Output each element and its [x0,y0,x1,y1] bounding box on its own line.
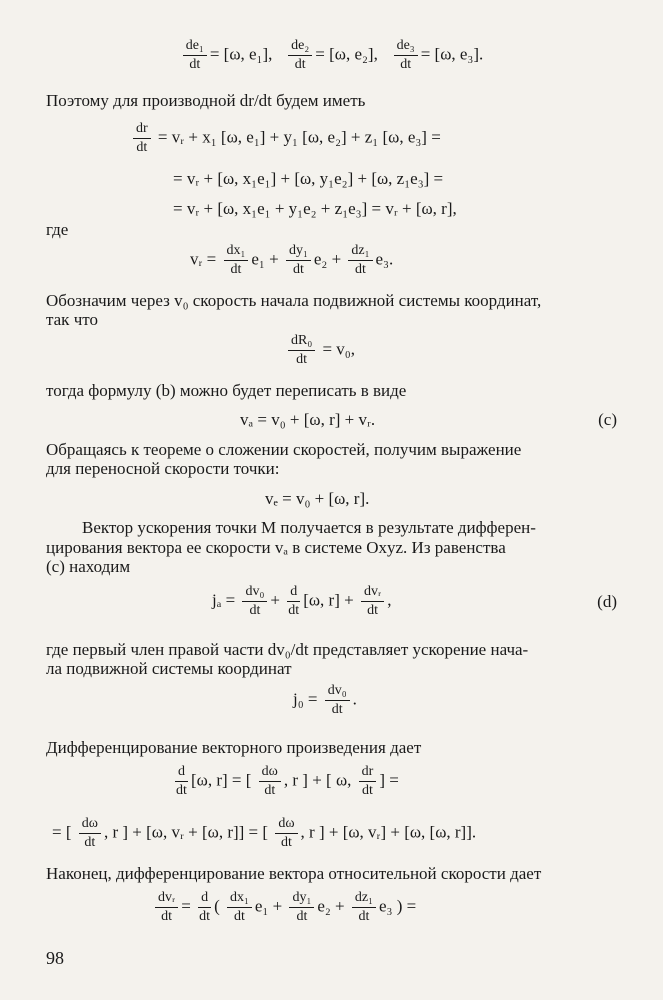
denominator: dt [400,57,412,72]
denominator: dt [367,603,379,618]
paragraph-line: Наконец, дифференцирование вектора относительной скорости дает [46,864,542,883]
equation-term: = v₀, [322,339,355,359]
paragraph-line: для переносной скорости точки: [46,459,280,478]
denominator: dt [292,262,304,277]
fraction [288,38,312,73]
denominator: dt [230,262,242,277]
equation-term: = [ω, e₁], [209,44,273,64]
fraction [227,890,252,925]
fraction [394,38,418,73]
numerator: dz₁ [348,243,372,261]
equation-product-derivative-line2 [52,816,476,851]
fraction [133,121,151,156]
denominator: dt [362,783,373,798]
equation-term: ] = [379,770,399,790]
denominator: dt [288,603,300,618]
denominator: dt [355,262,366,277]
denominator: dt [296,352,308,367]
denominator: dt [249,603,261,618]
fraction [259,764,281,799]
equation-term: e₃ ) = [379,896,417,916]
fraction [155,890,178,925]
equation-term: e₂ + [317,896,345,916]
paragraph-line: Поэтому для производной dr/dt будем иметь [46,91,366,110]
fraction [183,38,207,73]
equation-term: j₀ = [293,689,318,709]
equation-term: jₐ = [212,590,236,610]
equation-term: + [270,590,280,610]
denominator: dt [331,702,343,717]
equation-term: = vᵣ + x₁ [ω, e₁] + y₁ [ω, e₂] + z₁ [ω, e₃] = [157,127,441,147]
denominator: dt [264,783,276,798]
fraction [79,816,101,851]
paragraph-line: где [46,220,69,239]
denominator: dt [294,57,306,72]
fraction [289,890,314,925]
paragraph-line: где первый член правой части dv₀/dt представляет ускорение нача- [46,640,529,659]
fraction [286,243,311,278]
page-number: 98 [46,948,64,968]
fraction [288,333,315,368]
paragraph-line: так что [46,310,98,329]
denominator: dt [176,783,187,798]
equation-term: , r ] + [ω, vᵣ] + [ω, [ω, r]]. [300,822,477,842]
denominator: dt [161,909,173,924]
paragraph-line: тогда формулу (b) можно будет переписать в виде [46,381,407,400]
equation-term: [ω, r] = [ [191,770,252,790]
numerator: dr [133,121,151,139]
fraction [224,243,249,278]
equation-term: vᵣ = [190,249,217,269]
paragraph-line: Обозначим через v₀ скорость начала подвижной системы координат, [46,291,542,310]
equation-dr-dt-line2: = vᵣ + [ω, x₁e₁] + [ω, y₁e₂] + [ω, z₁e₃] = [173,169,444,188]
paragraph-line: (c) находим [46,557,131,576]
paragraph-line: Вектор ускорения точки M получается в результате дифферен- [82,518,536,537]
fraction [348,243,372,278]
equation-term: . [352,689,357,709]
numerator: dy₁ [289,890,314,908]
equation-origin-acceleration [293,683,357,718]
numerator: dz₁ [352,890,376,908]
numerator: d [198,890,211,908]
numerator: d [175,764,188,782]
denominator: dt [84,835,96,850]
numerator: dω [275,816,297,834]
fraction [325,683,350,718]
equation-term: e₁ + [251,249,279,269]
numerator: d [287,584,300,602]
equation-d [212,584,391,619]
equation-term: = [ω, e₃]. [420,44,484,64]
equation-unit-vector-derivatives [0,38,663,73]
equation-relative-velocity-derivative [152,890,416,925]
equation-term: ( [214,896,220,916]
numerator: dx₁ [224,243,249,261]
equation-term: e₃. [375,249,394,269]
paragraph-line: Дифференцирование векторного произведения дает [46,738,422,757]
fraction [242,584,267,619]
numerator: dω [259,764,281,782]
numerator: de₃ [394,38,418,56]
equation-dr-dt-line1 [130,121,441,156]
denominator: dt [136,140,148,155]
numerator: dr [359,764,377,782]
numerator: de₁ [183,38,207,56]
equation-origin-velocity [285,333,355,368]
numerator: dv₀ [325,683,350,701]
equation-number: (c) [598,410,617,429]
paragraph-line: Обращаясь к теореме о сложении скоростей, получим выражение [46,440,522,459]
equation-term: = [181,896,191,916]
equation-term: , r ] + [ω, vᵣ + [ω, r]] = [ [103,822,269,842]
equation-term: [ω, r] + [303,590,354,610]
fraction [359,764,377,799]
numerator: dR₀ [288,333,315,351]
denominator: dt [199,909,210,924]
numerator: dy₁ [286,243,311,261]
equation-product-derivative-line1 [172,764,399,799]
denominator: dt [233,909,245,924]
numerator: de₂ [288,38,312,56]
equation-term: e₁ + [254,896,283,916]
equation-dr-dt-line3: = vᵣ + [ω, x₁e₁ + y₁e₂ + z₁e₃] = vᵣ + [ω, r], [173,199,457,218]
fraction [287,584,300,619]
equation-term: , [387,590,392,610]
denominator: dt [280,835,292,850]
fraction [352,890,376,925]
numerator: dvᵣ [361,584,384,602]
equation-number: (d) [597,592,617,611]
numerator: dv₀ [242,584,267,602]
fraction [198,890,211,925]
numerator: dω [79,816,101,834]
denominator: dt [189,57,201,72]
paragraph-line: ла подвижной системы координат [46,659,292,678]
denominator: dt [358,909,370,924]
numerator: dvᵣ [155,890,178,908]
denominator: dt [296,909,308,924]
fraction [175,764,188,799]
fraction [361,584,384,619]
equation-term: , r ] + [ ω, [283,770,352,790]
equation-relative-velocity [190,243,393,278]
equation-term: e₂ + [313,249,342,269]
equation-term: = [ [52,822,72,842]
numerator: dx₁ [227,890,252,908]
fraction [275,816,297,851]
equation-term: = [ω, e₂], [315,44,378,64]
equation-transport-velocity: vₑ = v₀ + [ω, r]. [265,489,370,508]
equation-c: vₐ = v₀ + [ω, r] + vᵣ. [240,410,376,429]
paragraph-line: цирования вектора ее скорости vₐ в системе Oxyz. Из равенства [46,538,506,557]
